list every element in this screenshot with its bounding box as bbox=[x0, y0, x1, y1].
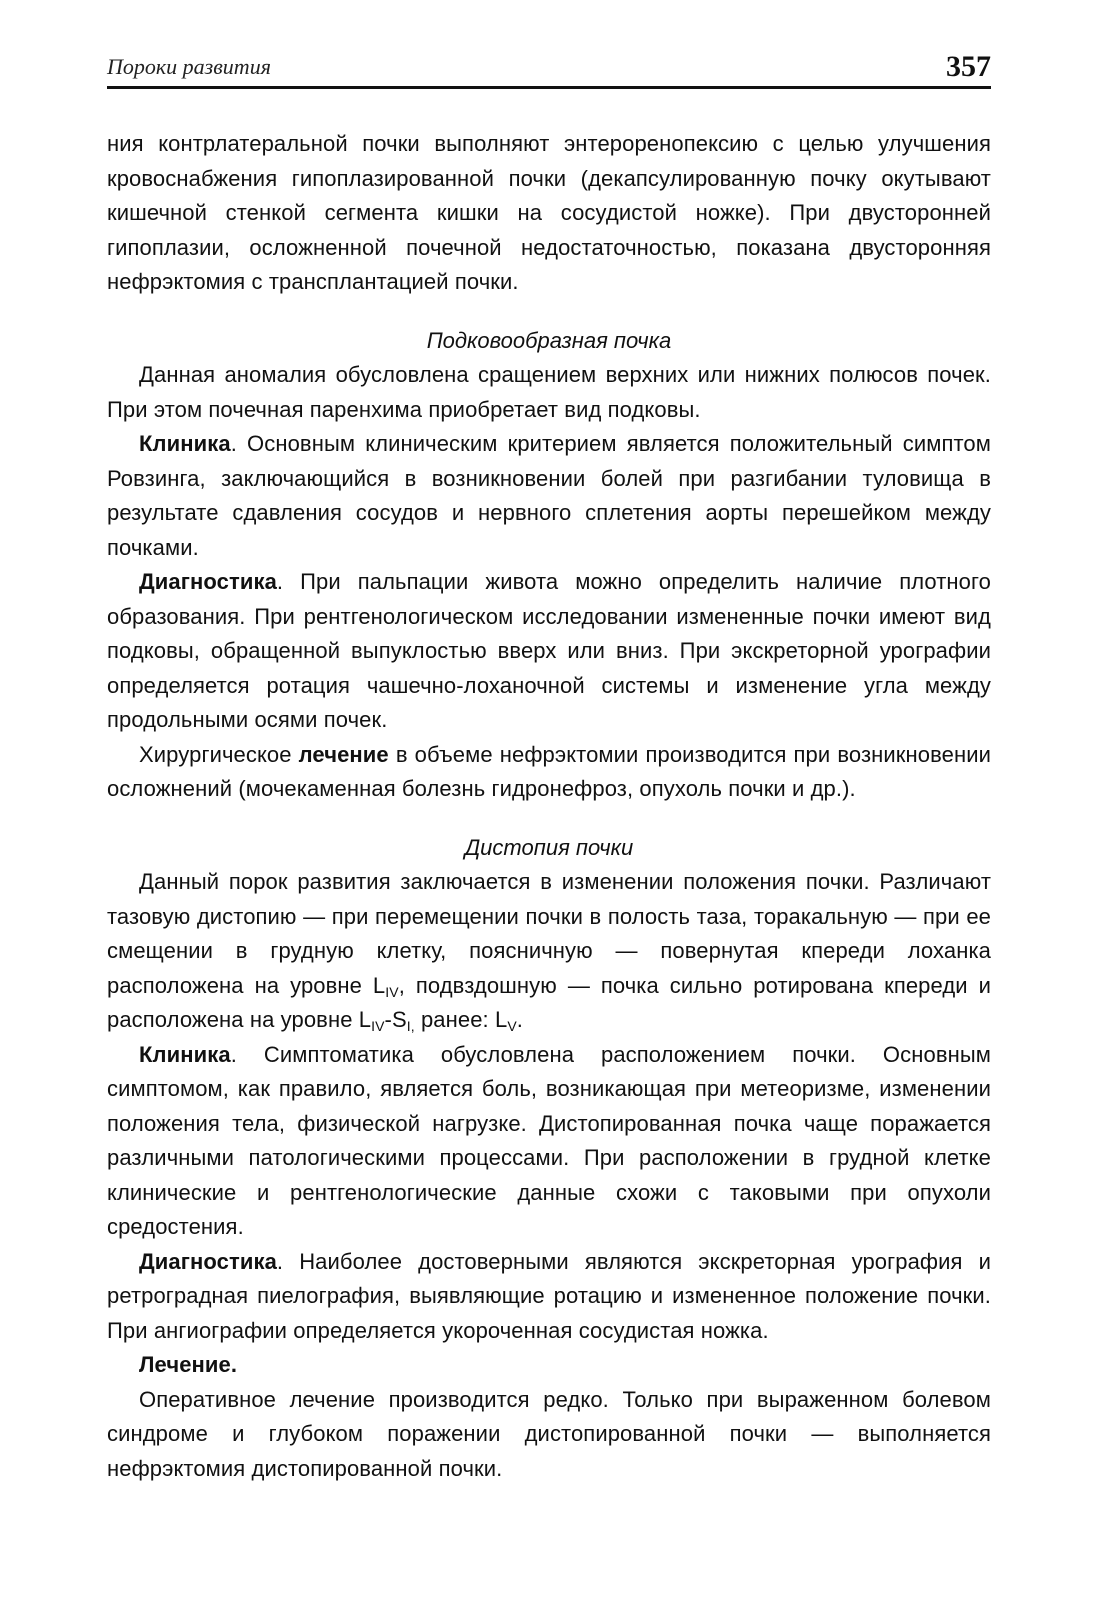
diagnostics-text: . При пальпации живота можно определить наличие плотного образования. При рентгенологическом исследовании измененные почки имеют вид подковы, обращенной выпуклостью вверх или вниз. При экскреторной урографии определяется ротация чашечно-лоханочной системы и изменение угла между продольными осями почек. bbox=[107, 569, 991, 732]
clinic-text: . Основным клиническим критерием является положительный симптом Ровзинга, заключающийся в возникновении болей при разгибании туловища в результате сдавления сосудов и нервного сплетения аорты перешейком между почками. bbox=[107, 431, 991, 560]
dystopia-intro-part4: ранее: L bbox=[414, 1007, 508, 1032]
dystopia-intro-part3: -S bbox=[384, 1007, 407, 1032]
dystopia-intro-part5: . bbox=[516, 1007, 523, 1032]
treatment-label: Лечение bbox=[139, 1352, 231, 1377]
subscript-iv: IV bbox=[385, 983, 399, 1000]
clinic-label: Клиника bbox=[139, 431, 231, 456]
dystopia-clinic-paragraph bbox=[107, 1038, 991, 1245]
subscript-iv: IV bbox=[371, 1018, 385, 1034]
dystopia-intro-paragraph bbox=[107, 865, 991, 1038]
clinic-label: Клиника bbox=[139, 1041, 231, 1067]
dystopia-intro-part2: , подвздошную — почка сильно ротирована кпереди и расположена на уровне L bbox=[107, 972, 992, 1032]
treatment-dot: . bbox=[230, 1352, 238, 1377]
intro-paragraph: ния контрлатеральной почки выполняют энтероренопексию с целью улучшения кровоснабжения гипоплазированной почки (декапсулированную почку окутывают кишечной стенкой сегмента кишки на сосудистой ножке). При двусторонней гипоплазии, осложненной почечной недостаточностью, показана двусторонняя нефрэктомия с трансплантацией почки. bbox=[107, 131, 991, 294]
clinic-text: . Симптоматика обусловлена расположением почки. Основным симптомом, как правило, является боль, возникающая при метеоризме, изменении положения тела, физической нагрузке. Дистопированная почка чаще поражается различными патологическими процессами. При расположении в грудной клетке клинические и рентгенологические данные схожи с таковыми при опухоли средостения. bbox=[107, 1041, 991, 1239]
dystopia-treatment-heading bbox=[107, 1348, 991, 1383]
subscript-v: V bbox=[507, 1018, 517, 1034]
dystopia-treatment-paragraph: Оперативное лечение производится редко. Только при выраженном болевом синдроме и глубоком поражении дистопированной почки — выполняется нефрэктомия дистопированной почки. bbox=[107, 1386, 991, 1481]
running-title: Пороки развития bbox=[107, 54, 271, 79]
treatment-text: в объеме нефрэктомии производится при возникновении осложнений (мочекаменная болезнь гидронефроз, опухоль почки и др.). bbox=[107, 741, 991, 801]
subscript-i: I, bbox=[406, 1018, 415, 1034]
treatment-prefix: Хирургическое bbox=[139, 741, 299, 767]
section-title-dystopia: Дистопия почки bbox=[464, 834, 634, 860]
section-title-horseshoe: Подковообразная почка bbox=[426, 327, 672, 353]
diagnostics-label: Диагностика bbox=[139, 1248, 277, 1274]
page-header bbox=[107, 40, 991, 89]
dystopia-intro-part1: Данный порок развития заключается в изменении положения почки. Различают тазовую дистопию — при перемещении почки в полость таза, торакальную — при ее смещении в грудную клетку, поясничную — повернутая кпереди лоханка расположена на уровне L bbox=[107, 869, 991, 998]
page-content bbox=[107, 127, 991, 1486]
dystopia-diagnostics-paragraph bbox=[107, 1245, 991, 1349]
horseshoe-clinic-paragraph bbox=[107, 427, 991, 565]
horseshoe-diagnostics-paragraph bbox=[107, 565, 991, 738]
page-number: 357 bbox=[946, 50, 991, 83]
book-page bbox=[107, 40, 991, 1486]
diagnostics-text: . Наиболее достоверными являются экскреторная урография и ретроградная пиелография, выявляющие ротацию и измененное положение почки. При ангиографии определяется укороченная сосудистая ножка. bbox=[107, 1248, 991, 1343]
diagnostics-label: Диагностика bbox=[139, 569, 277, 594]
horseshoe-intro-paragraph: Данная аномалия обусловлена сращением верхних или нижних полюсов почек. При этом почечная паренхима приобретает вид подковы. bbox=[107, 362, 991, 422]
treatment-label: лечение bbox=[298, 741, 389, 767]
horseshoe-treatment-paragraph bbox=[107, 738, 991, 807]
